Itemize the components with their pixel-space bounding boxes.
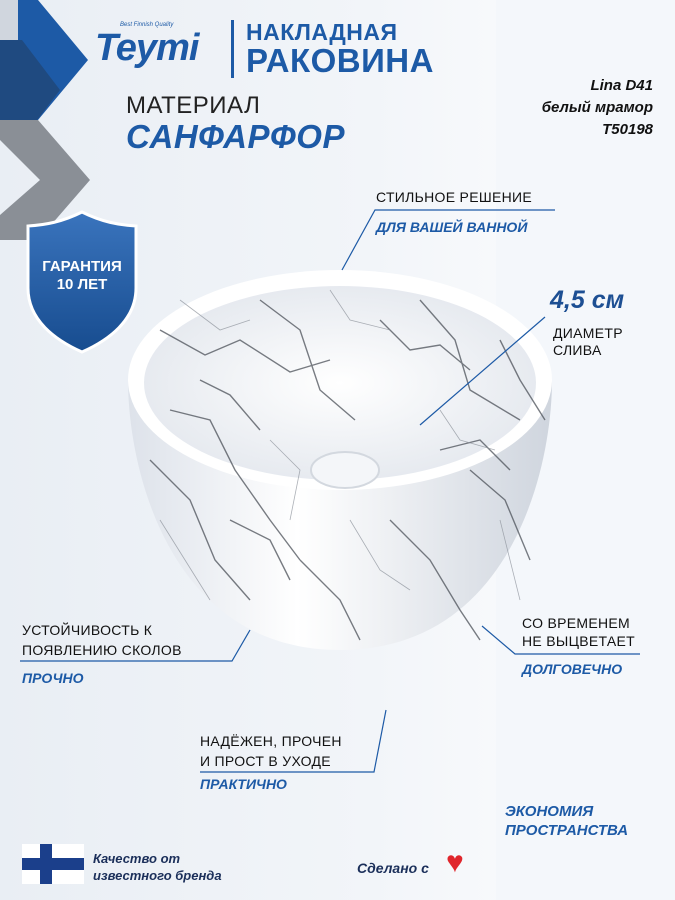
strong-caption-line2: ПОЯВЛЕНИЮ СКОЛОВ: [22, 642, 182, 658]
practical-caption: [200, 731, 342, 771]
space-line1: ЭКОНОМИЯ: [505, 803, 594, 820]
sink-bowl-image: [128, 270, 552, 650]
material-label: МАТЕРИАЛ: [126, 92, 261, 119]
quality-note: [93, 850, 222, 884]
model-color: белый мрамор: [541, 99, 653, 116]
strong-caption-line1: УСТОЙЧИВОСТЬ К: [22, 622, 153, 638]
durable-caption-line2: НЕ ВЫЦВЕТАЕТ: [522, 633, 636, 649]
heart-icon: ♥: [446, 846, 464, 879]
durable-caption: [522, 614, 635, 650]
drain-caption: [553, 325, 623, 359]
strong-caption: [22, 620, 182, 660]
title-line1: НАКЛАДНАЯ: [246, 19, 398, 45]
practical-caption-line1: НАДЁЖЕН, ПРОЧЕН: [200, 733, 342, 749]
durable-caption-line1: СО ВРЕМЕНЕМ: [522, 615, 631, 631]
practical-caption-line2: И ПРОСТ В УХОДЕ: [200, 753, 331, 769]
drain-caption-line1: ДИАМЕТР: [553, 325, 623, 341]
warranty-line2: 10 ЛЕТ: [56, 276, 108, 293]
warranty-text: [32, 258, 132, 294]
style-caption: СТИЛЬНОЕ РЕШЕНИЕ: [376, 189, 533, 205]
title-divider: [231, 20, 234, 78]
made-text: Сделано с: [357, 860, 429, 876]
made-with-love: [357, 860, 429, 876]
material-value: САНФАРФОР: [126, 118, 345, 155]
model-sku: T50198: [602, 121, 653, 138]
strong-accent: ПРОЧНО: [22, 670, 84, 686]
quality-line1: Качество от: [93, 851, 181, 866]
drain-caption-line2: СЛИВА: [553, 342, 602, 358]
space-line2: ПРОСТРАНСТВА: [505, 822, 629, 839]
title-line2: РАКОВИНА: [246, 42, 434, 79]
brand-logo: Teymi: [95, 27, 199, 69]
warranty-line1: ГАРАНТИЯ: [42, 258, 122, 275]
practical-accent: ПРАКТИЧНО: [200, 776, 287, 792]
model-info: [542, 75, 653, 141]
finland-flag-icon: [22, 844, 84, 884]
style-accent: ДЛЯ ВАШЕЙ ВАННОЙ: [376, 219, 528, 235]
brand-tagline: Best Finnish Quality: [120, 22, 174, 28]
quality-line2: известного бренда: [93, 868, 222, 883]
space-badge: [505, 802, 628, 840]
model-name: Lina D41: [590, 77, 653, 94]
durable-accent: ДОЛГОВЕЧНО: [522, 661, 623, 677]
chevron-decoration: [0, 0, 90, 240]
drain-value: 4,5 см: [550, 286, 625, 314]
